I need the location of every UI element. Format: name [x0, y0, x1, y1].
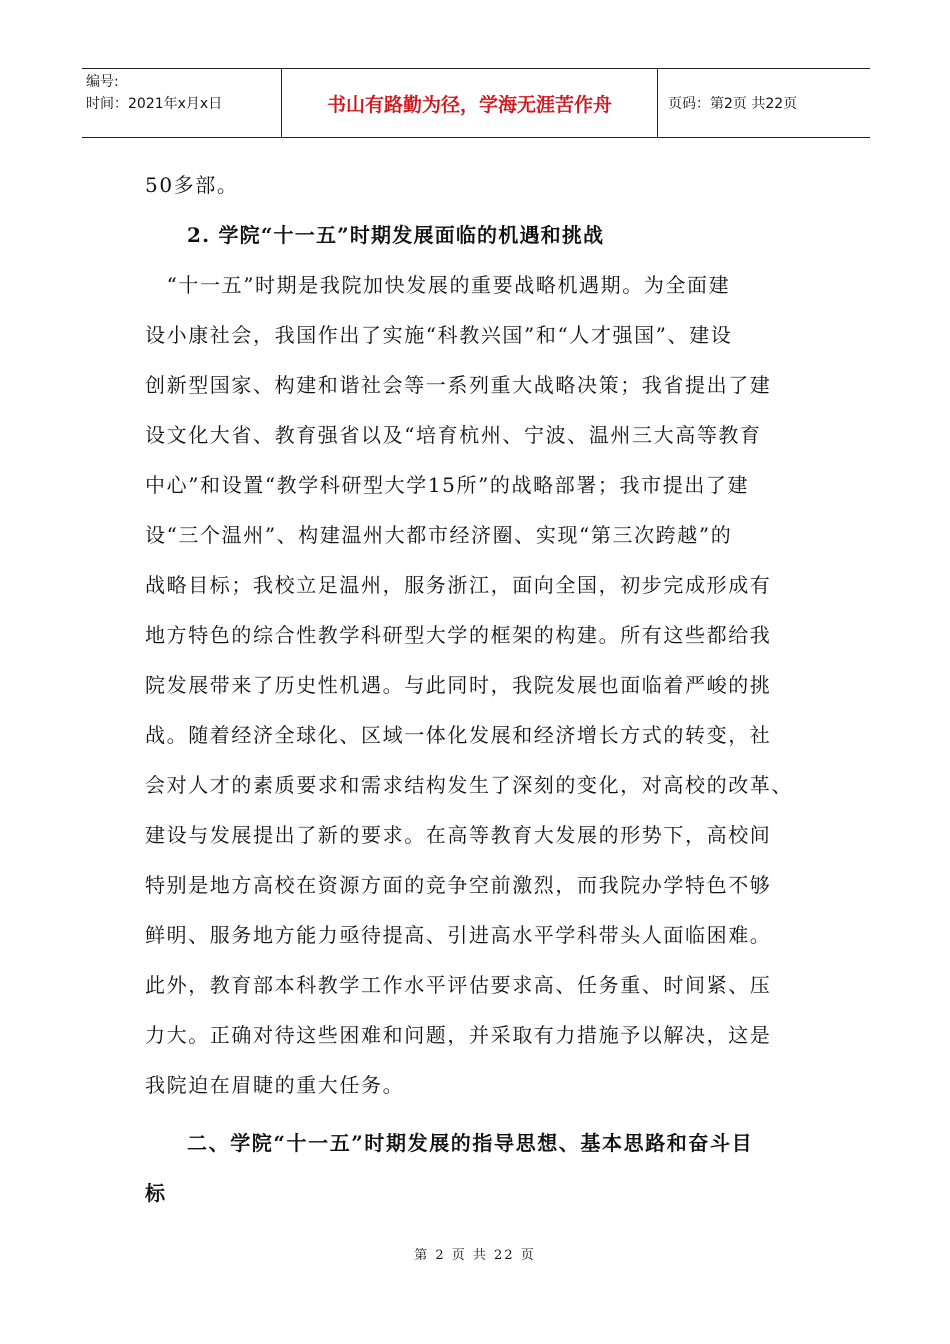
- document-body: [145, 160, 825, 1218]
- header-page-info: 页码：第2页 共22页: [668, 96, 798, 112]
- section-heading: 2. 学院“十一五”时期发展面临的机遇和挑战: [187, 223, 605, 247]
- header-meta-cell: [82, 69, 282, 137]
- text-line: 鲜明、服务地方能力亟待提高、引进高水平学科带头人面临困难。: [145, 923, 772, 947]
- page-footer: 第 2 页 共 22 页: [414, 1248, 536, 1263]
- text-line: 建设与发展提出了新的要求。在高等教育大发展的形势下，高校间: [145, 823, 772, 847]
- text-line: 设“三个温州”、构建温州大都市经济圈、实现“第三次跨越”的: [145, 523, 733, 547]
- text-line: 战略目标；我校立足温州，服务浙江，面向全国，初步完成形成有: [145, 573, 772, 597]
- continuation-text: [145, 160, 825, 210]
- text-line: 特别是地方高校在资源方面的竞争空前激烈，而我院办学特色不够: [145, 873, 772, 897]
- text-line: 力大。正确对待这些困难和问题，并采取有力措施予以解决，这是: [145, 1023, 772, 1047]
- document-time-label: 时间：2021年x月x日: [86, 96, 223, 112]
- text-line: 设小康社会，我国作出了实施“科教兴国”和“人才强国”、建设: [145, 323, 733, 347]
- text-line: 此外，教育部本科教学工作水平评估要求高、任务重、时间紧、压: [145, 973, 772, 997]
- chapter-heading-line: 标: [145, 1181, 167, 1205]
- header-motto: 书山有路勤为径，学海无涯苦作舟: [282, 69, 658, 137]
- text-line: 院发展带来了历史性机遇。与此同时，我院发展也面临着严峻的挑: [145, 673, 772, 697]
- document-number-label: 编号:: [86, 74, 119, 90]
- text-line: 地方特色的综合性教学科研型大学的框架的构建。所有这些都给我: [145, 623, 772, 647]
- text-line: 战。随着经济全球化、区域一体化发展和经济增长方式的转变，社: [145, 723, 772, 747]
- text-line: 50多部。: [145, 173, 239, 197]
- text-line: 会对人才的素质要求和需求结构发生了深刻的变化，对高校的改革、: [145, 773, 793, 797]
- text-line: 中心”和设置“教学科研型大学15所”的战略部署；我市提出了建: [145, 473, 750, 497]
- text-line: 创新型国家、构建和谐社会等一系列重大战略决策；我省提出了建: [145, 373, 772, 397]
- document-header: [82, 68, 870, 138]
- text-line: “十一五”时期是我院加快发展的重要战略机遇期。为全面建: [145, 273, 731, 297]
- chapter-heading: [145, 1118, 825, 1218]
- chapter-heading-line: 二、学院“十一五”时期发展的指导思想、基本思路和奋斗目: [187, 1131, 754, 1155]
- text-line: 我院迫在眉睫的重大任务。: [145, 1073, 405, 1097]
- body-paragraph: [145, 260, 825, 1110]
- text-line: 设文化大省、教育强省以及“培育杭州、宁波、温州三大高等教育: [145, 423, 762, 447]
